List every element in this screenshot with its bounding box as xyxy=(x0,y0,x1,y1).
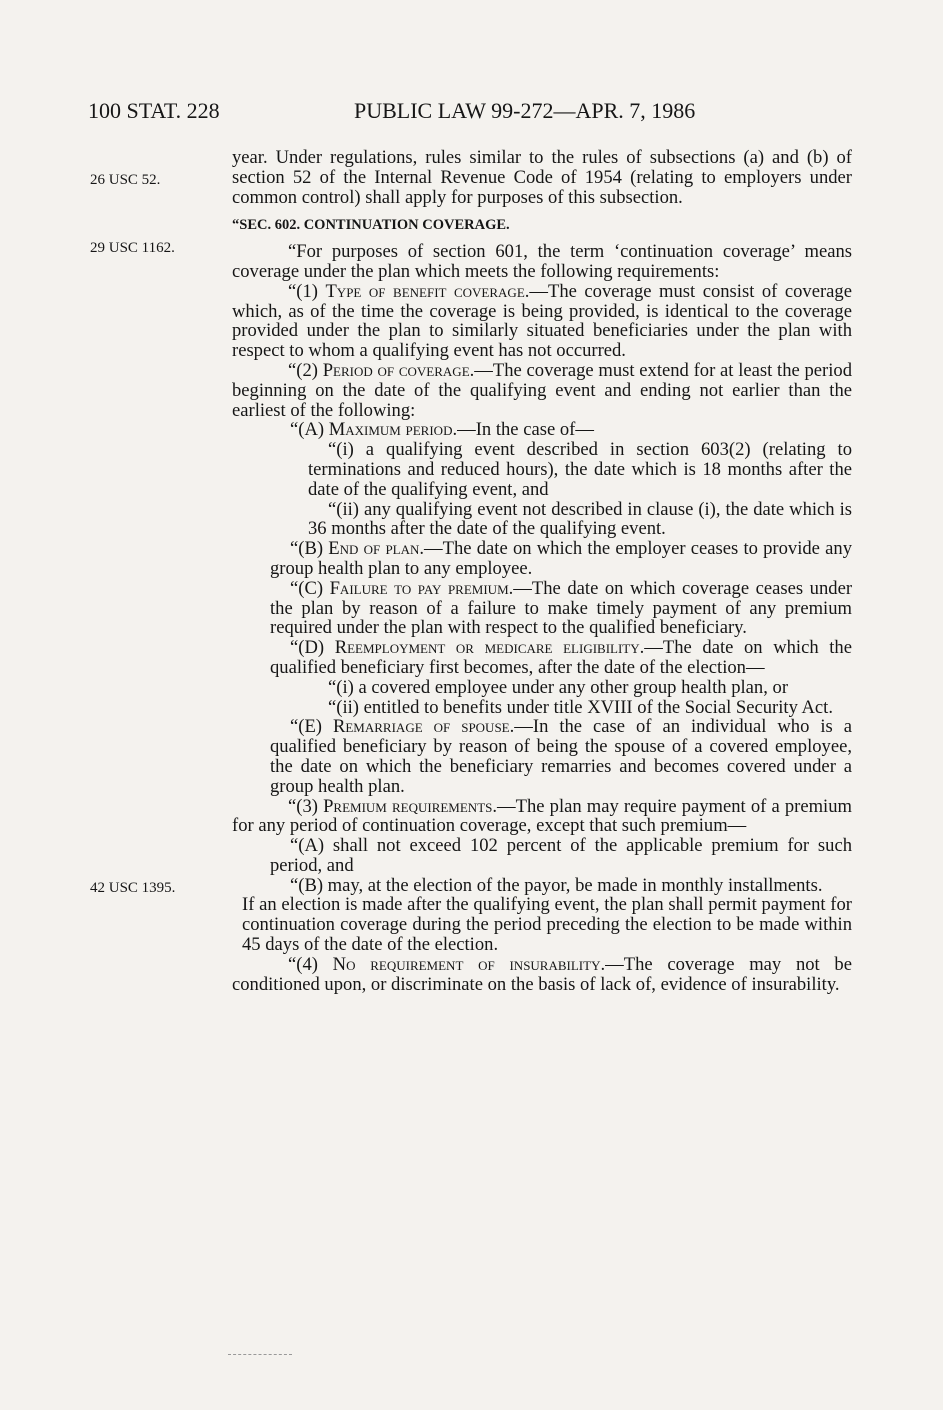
section-heading: “SEC. 602. CONTINUATION COVERAGE. xyxy=(232,217,510,234)
item-3-premium: “(3) Premium requirements.—The plan may require payment of a premium for any period of continuation coverage, except that such premium— xyxy=(232,795,852,837)
clause-d-ii: “(ii) entitled to benefits under title XVIII of the Social Security Act. xyxy=(328,696,833,718)
clause-3a: “(A) shall not exceed 102 percent of the applicable premium for such period, and xyxy=(270,835,852,876)
document-body xyxy=(232,148,852,994)
page-title: PUBLIC LAW 99-272—APR. 7, 1986 xyxy=(354,98,696,123)
item-heading: Reemployment or medicare eligibility. xyxy=(334,637,645,659)
item-heading: Remarriage of spouse. xyxy=(332,716,515,738)
item-heading: No requirement of insurability. xyxy=(332,953,606,975)
margin-note-29usc1162: 29 USC 1162. xyxy=(90,240,175,256)
clause-a-ii: “(ii) any qualifying event not described in clause (i), the date which is 36 months after the date of the qualifying event. xyxy=(308,498,852,540)
paragraph-election: If an election is made after the qualifying event, the plan shall permit payment for continuation coverage during the period preceding the election to be made within 45 days of the date of the election. xyxy=(242,894,852,956)
item-heading: Period of coverage. xyxy=(322,359,475,381)
margin-note-26usc52: 26 USC 52. xyxy=(90,172,161,188)
item-heading: Maximum period. xyxy=(328,419,458,441)
item-c-failure-to-pay: “(C) Failure to pay premium.—The date on which coverage ceases under the plan by reason of a failure to make timely payment of any premium required under the plan with respect to the qualified beneficiary. xyxy=(270,577,853,639)
item-heading: Type of benefit coverage. xyxy=(325,280,530,302)
clause-3b: “(B) may, at the election of the payor, be made in monthly installments. xyxy=(290,874,823,896)
margin-note-42usc1395: 42 USC 1395. xyxy=(90,880,176,896)
stat-reference: 100 STAT. 228 xyxy=(88,98,220,123)
item-heading: Failure to pay premium. xyxy=(329,577,514,599)
item-heading: End of plan. xyxy=(328,538,425,560)
item-1-type-of-benefit: “(1) Type of benefit coverage.—The coverage must consist of coverage which, as of the time the coverage is being provided, is identical to the coverage provided under the plan to similarly situated beneficiaries under the plan with respect to whom a qualifying event has not occurred. xyxy=(232,280,852,362)
footer-mark xyxy=(228,1354,292,1355)
item-d-reemployment: “(D) Reemployment or medicare eligibility.—The date on which the qualified beneficiary first becomes, after the date of the election— xyxy=(270,637,852,678)
clause-a-i: “(i) a qualifying event described in section 603(2) (relating to terminations and reduced hours), the date which is 18 months after the date of the qualifying event, and xyxy=(308,439,852,500)
item-a-maximum-period: “(A) Maximum period.—In the case of— xyxy=(290,419,594,441)
item-2-period-of-coverage: “(2) Period of coverage.—The coverage must extend for at least the period beginning on the date of the qualifying event and ending not earlier than the earliest of the following: xyxy=(232,359,852,421)
item-4-insurability: “(4) No requirement of insurability.—The coverage may not be conditioned upon, or discriminate on the basis of lack of, evidence of insurability. xyxy=(232,953,852,995)
paragraph-definition: “For purposes of section 601, the term ‘continuation coverage’ means coverage under the plan which meets the following requirements: xyxy=(232,241,852,282)
item-b-end-of-plan: “(B) End of plan.—The date on which the employer ceases to provide any group health plan to any employee. xyxy=(270,538,852,579)
item-heading: Premium requirements. xyxy=(323,795,498,817)
item-e-remarriage: “(E) Remarriage of spouse.—In the case of an individual who is a qualified beneficiary by reason of being the spouse of a covered employee, the date on which the beneficiary remarries and becomes covered under a group health plan. xyxy=(270,716,852,797)
clause-d-i: “(i) a covered employee under any other group health plan, or xyxy=(328,676,789,698)
paragraph-subsection-end: year. Under regulations, rules similar to the rules of subsections (a) and (b) of section 52 of the Internal Revenue Code of 1954 (relating to employers under common control) shall apply for purposes of this subsection. xyxy=(232,147,852,208)
page-header xyxy=(0,98,943,138)
